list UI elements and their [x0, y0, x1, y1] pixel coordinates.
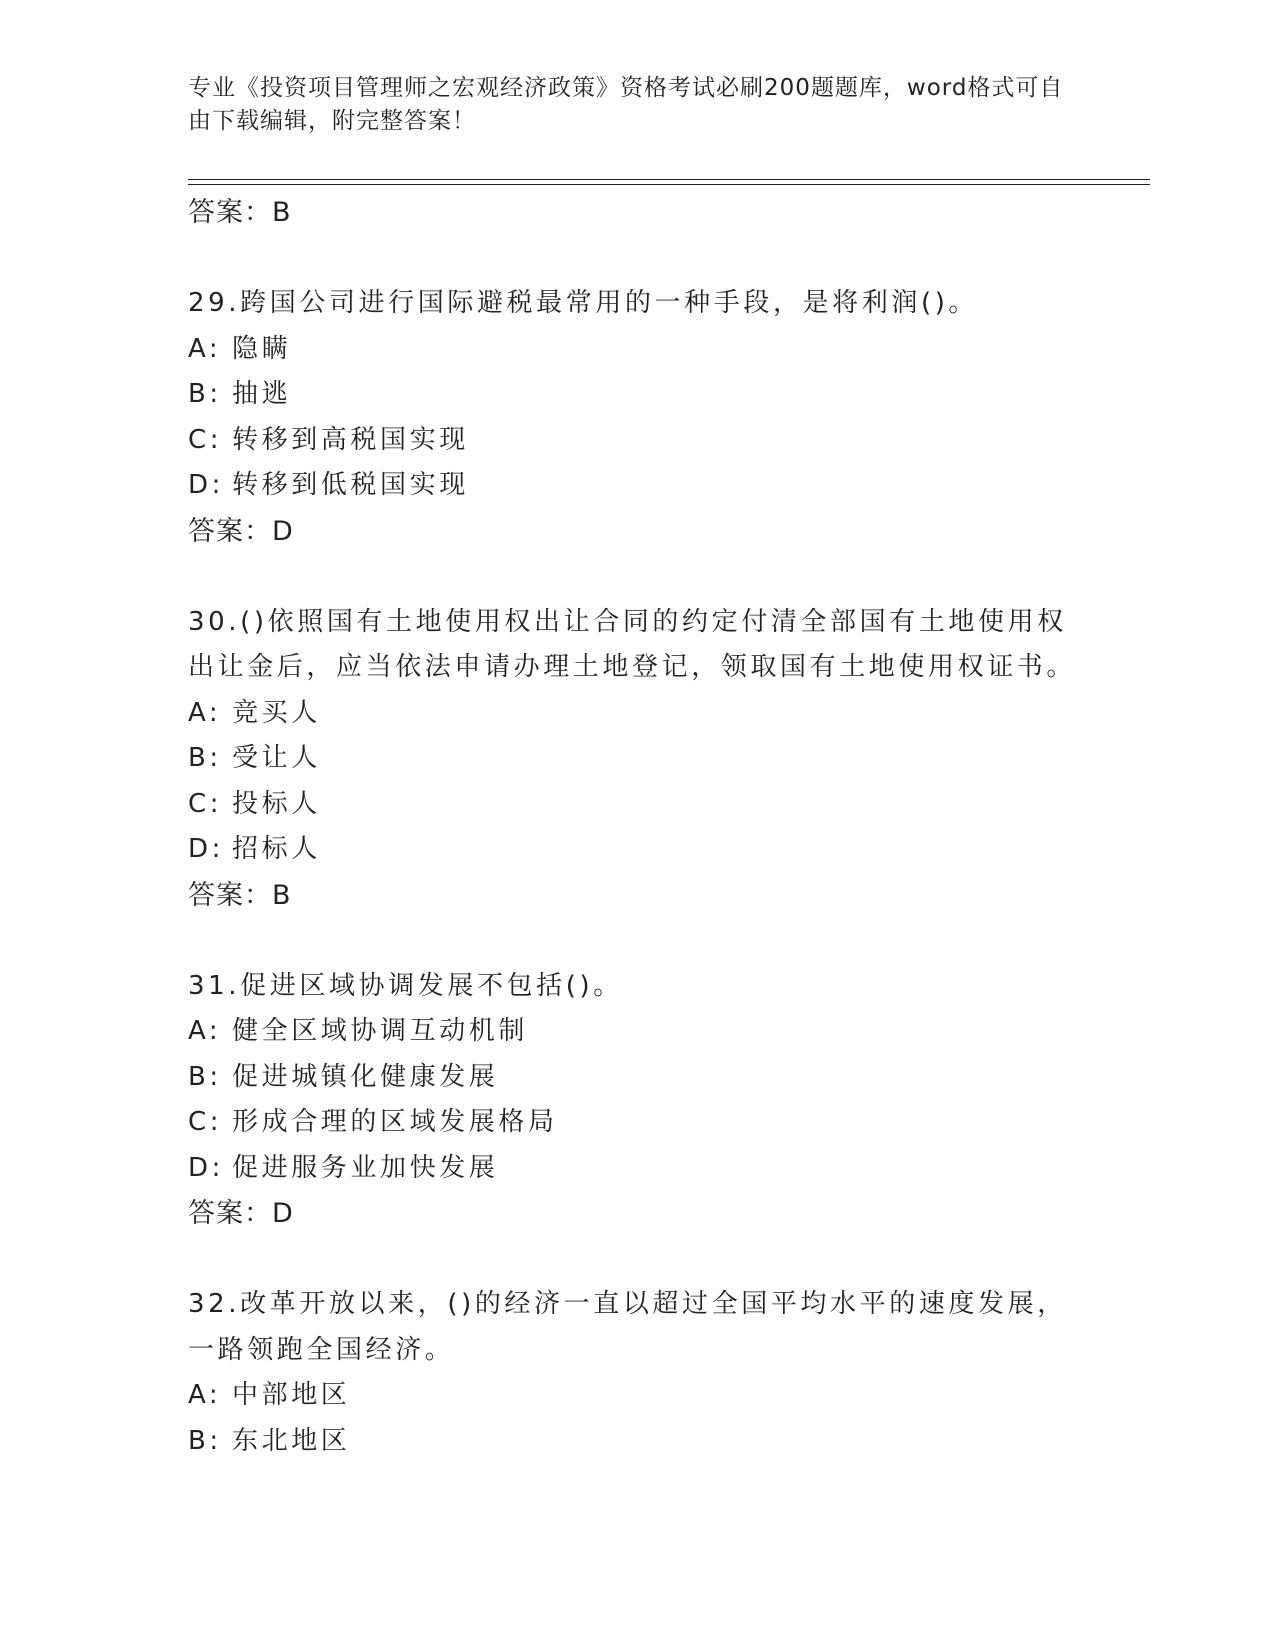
- option-letter: A:: [188, 1016, 222, 1046]
- option-text: 隐瞒: [232, 333, 292, 364]
- header-rule-top: [188, 179, 1150, 180]
- header-rule-bottom: [188, 184, 1150, 185]
- option-d: [188, 463, 1088, 509]
- previous-answer: 答案：B: [188, 197, 292, 228]
- option-a: [188, 1009, 1088, 1055]
- option-letter: B:: [188, 379, 222, 409]
- option-letter: B:: [188, 743, 222, 773]
- option-text: 促进城镇化健康发展: [232, 1061, 499, 1092]
- option-text: 健全区域协调互动机制: [232, 1016, 529, 1046]
- option-letter: D:: [188, 470, 224, 500]
- option-b: [188, 372, 1088, 418]
- option-a: [188, 1373, 1088, 1419]
- option-letter: C:: [188, 788, 223, 819]
- question-32: [188, 1282, 1088, 1464]
- option-text: 转移到低税国实现: [232, 470, 469, 500]
- option-b: [188, 736, 1088, 782]
- question-text: 31.促进区域协调发展不包括()。: [188, 970, 623, 1001]
- option-letter: C:: [188, 424, 223, 455]
- option-b: [188, 1419, 1088, 1465]
- option-text: 形成合理的区域发展格局: [232, 1107, 558, 1137]
- option-text: 转移到高税国实现: [232, 424, 469, 455]
- answer-line: 答案：D: [188, 515, 294, 547]
- question-text: 29.跨国公司进行国际避税最常用的一种手段，是将利润()。: [188, 288, 979, 318]
- answer-line: 答案：D: [188, 1198, 294, 1229]
- option-letter: C:: [188, 1107, 223, 1137]
- option-letter: A:: [188, 697, 222, 728]
- option-c: [188, 1100, 1088, 1146]
- question-text: 30.()依照国有土地使用权出让合同的约定付清全部国有土地使用权出让金后，应当依法申请办理土地登记，领取国有土地使用权证书。: [188, 606, 1077, 682]
- question-29: [188, 281, 1088, 554]
- option-letter: D:: [188, 1152, 224, 1183]
- option-text: 抽逃: [232, 379, 292, 409]
- option-c: [188, 418, 1088, 464]
- option-d: [188, 1146, 1088, 1192]
- page-header-title: 专业《投资项目管理师之宏观经济政策》资格考试必刷200题题库，word格式可自由下载编辑，附完整答案！: [188, 75, 1064, 134]
- option-letter: D:: [188, 834, 224, 864]
- option-text: 促进服务业加快发展: [232, 1152, 499, 1183]
- question-text: 32.改革开放以来，()的经济一直以超过全国平均水平的速度发展，一路领跑全国经济。: [188, 1289, 1067, 1365]
- option-text: 投标人: [232, 788, 321, 819]
- question-31: [188, 964, 1088, 1237]
- option-c: [188, 782, 1088, 828]
- question-30: [188, 600, 1088, 918]
- option-letter: B:: [188, 1061, 222, 1092]
- option-a: [188, 691, 1088, 737]
- option-letter: A:: [188, 333, 222, 364]
- answer-line: 答案：B: [188, 879, 292, 911]
- option-text: 竞买人: [232, 697, 321, 728]
- option-d: [188, 827, 1088, 873]
- option-letter: B:: [188, 1425, 222, 1456]
- option-letter: A:: [188, 1380, 222, 1410]
- option-text: 中部地区: [232, 1380, 351, 1410]
- option-text: 招标人: [232, 834, 321, 864]
- question-list: [188, 190, 1088, 1464]
- option-text: 受让人: [232, 743, 321, 773]
- option-a: [188, 327, 1088, 373]
- option-text: 东北地区: [232, 1425, 351, 1456]
- option-b: [188, 1055, 1088, 1101]
